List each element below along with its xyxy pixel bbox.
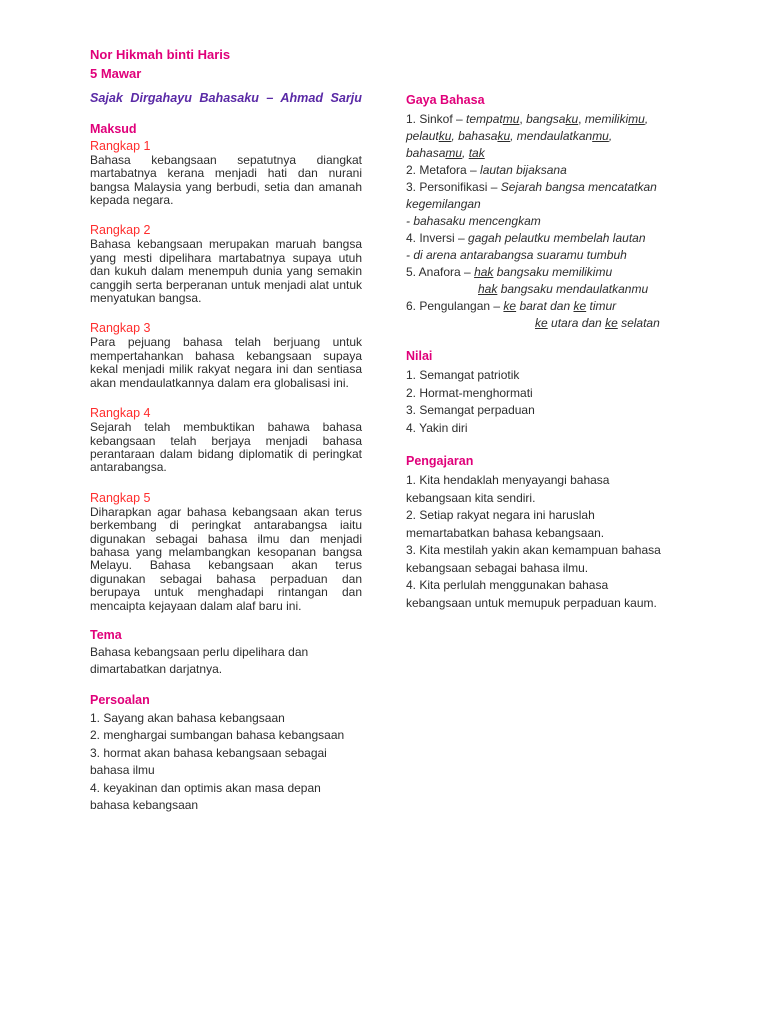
- list-item: 2. Hormat-menghormati: [406, 385, 533, 400]
- stanza-meaning: Para pejuang bahasa telah berjuang untuk mempertahankan bahasa kebangsaan supaya kekal menjadi milik rakyat negara ini dan sentiasa akan mendaulatkannya dalam era globalisasi ini.: [90, 335, 362, 390]
- left-column: [90, 92, 362, 815]
- stanza-meaning: Sejarah telah membuktikan bahawa bahasa kebangsaan telah berjaya menjadi bahasa perantaraan dalam bidang diplomatik di peringkat antarabangsa.: [90, 420, 362, 475]
- example-word: tempatmu: [466, 112, 520, 126]
- metafora-item: 2. Metafora – lautan bijaksana: [406, 163, 567, 177]
- tema-text: Bahasa kebangsaan perlu dipelihara dan dimartabatkan darjatnya.: [90, 645, 309, 677]
- inversi-item: 4. Inversi – gagah pelautku membelah lautan - di arena antarabangsa suaramu tumbuh: [406, 231, 646, 262]
- student-class: 5 Mawar: [90, 66, 142, 81]
- right-column: [406, 92, 676, 612]
- list-item: 3. hormat akan bahasa kebangsaan sebagai bahasa ilmu: [90, 745, 327, 778]
- gaya-bahasa-heading: Gaya Bahasa: [406, 93, 485, 107]
- list-item: 1. Semangat patriotik: [406, 368, 520, 382]
- stanza-meaning: Bahasa kebangsaan sepatutnya diangkat martabatnya kerana menjadi hati dan nurani bangsa Malaysia yang berbudi, setia dan amanah kepada negara.: [90, 152, 362, 208]
- maksud-heading: Maksud: [90, 122, 137, 137]
- example-word: memilikimu: [584, 112, 645, 126]
- gaya-bahasa-list: [406, 111, 676, 332]
- personifikasi-item: 3. Personifikasi – Sejarah bangsa mencatatkan kegemilangan - bahasaku mencengkam: [406, 180, 657, 228]
- list-item: 3. Kita mestilah yakin akan kemampuan bahasa kebangsaan sebagai bahasa ilmu.: [406, 543, 661, 575]
- example-word: bahasamu: [406, 146, 463, 160]
- anafora-item: 5. Anafora – hak bangsaku memilikimu hak bangsaku mendaulatkanmu: [406, 265, 649, 296]
- list-item: 2. menghargai sumbangan bahasa kebangsaan: [90, 728, 345, 743]
- persoalan-heading: Persoalan: [90, 693, 150, 708]
- example-word: tak: [468, 146, 485, 160]
- example-word: mendaulatkanmu: [516, 129, 609, 143]
- example-word: pelautku: [406, 129, 452, 143]
- list-item: 4. Yakin diri: [406, 420, 468, 435]
- list-item: 3. Semangat perpaduan: [406, 403, 535, 417]
- poem-title: Sajak Dirgahayu Bahasaku – Ahmad Sarju: [90, 91, 362, 105]
- nilai-heading: Nilai: [406, 349, 433, 363]
- tema-heading: Tema: [90, 627, 122, 642]
- pengulangan-item: 6. Pengulangan – ke barat dan ke timur ke utara dan ke selatan: [406, 299, 660, 330]
- pengajaran-heading: Pengajaran: [406, 454, 474, 468]
- nilai-list: [406, 367, 676, 437]
- student-name: Nor Hikmah binti Haris: [90, 47, 231, 62]
- item-prefix: 1. Sinkof –: [406, 112, 467, 126]
- list-item: 4. keyakinan dan optimis akan masa depan bahasa kebangsaan: [90, 780, 321, 813]
- list-item: 1. Kita hendaklah menyayangi bahasa kebangsaan kita sendiri.: [406, 473, 610, 505]
- stanza-meaning: Bahasa kebangsaan merupakan maruah bangsa yang mesti dipelihara martabatnya supaya utuh dan kukuh dalam menempuh dunia yang semakin canggih serta berperanan untuk menjadi alat untuk menyatukan bangsa.: [90, 237, 362, 306]
- persoalan-list: [90, 710, 362, 815]
- example-word: bahasaku: [458, 129, 511, 143]
- stanza-label: Rangkap 5: [90, 490, 151, 505]
- sinkof-item: 1. Sinkof – tempatmu, bangsaku, memilikimu, pelautku, bahasaku, mendaulatkanmu, bahasamu, tak: [406, 112, 649, 160]
- list-item: 2. Setiap rakyat negara ini haruslah memartabatkan bahasa kebangsaan.: [406, 508, 605, 540]
- stanza-label: Rangkap 3: [90, 321, 151, 336]
- example-word: bangsaku: [526, 112, 579, 126]
- stanza-meaning: Diharapkan agar bahasa kebangsaan akan terus berkembang di peringkat antarabangsa iaitu digunakan sebagai bahasa ilmu dan menjadi bahasa yang melambangkan kesopanan bangsa Melayu. Bahasa kebangsaan akan terus digunakan sebagai bahasa perpaduan dan berupaya untuk menghadapi rintangan dan mencaipta kejayaan dalam alaf baru ini.: [90, 504, 362, 613]
- list-item: 1. Sayang akan bahasa kebangsaan: [90, 710, 285, 725]
- stanza-label: Rangkap 4: [90, 406, 151, 421]
- stanza-label: Rangkap 2: [90, 223, 151, 238]
- list-item: 4. Kita perlulah menggunakan bahasa kebangsaan untuk memupuk perpaduan kaum.: [406, 578, 657, 610]
- stanza-label: Rangkap 1: [90, 138, 151, 153]
- pengajaran-list: [406, 472, 676, 612]
